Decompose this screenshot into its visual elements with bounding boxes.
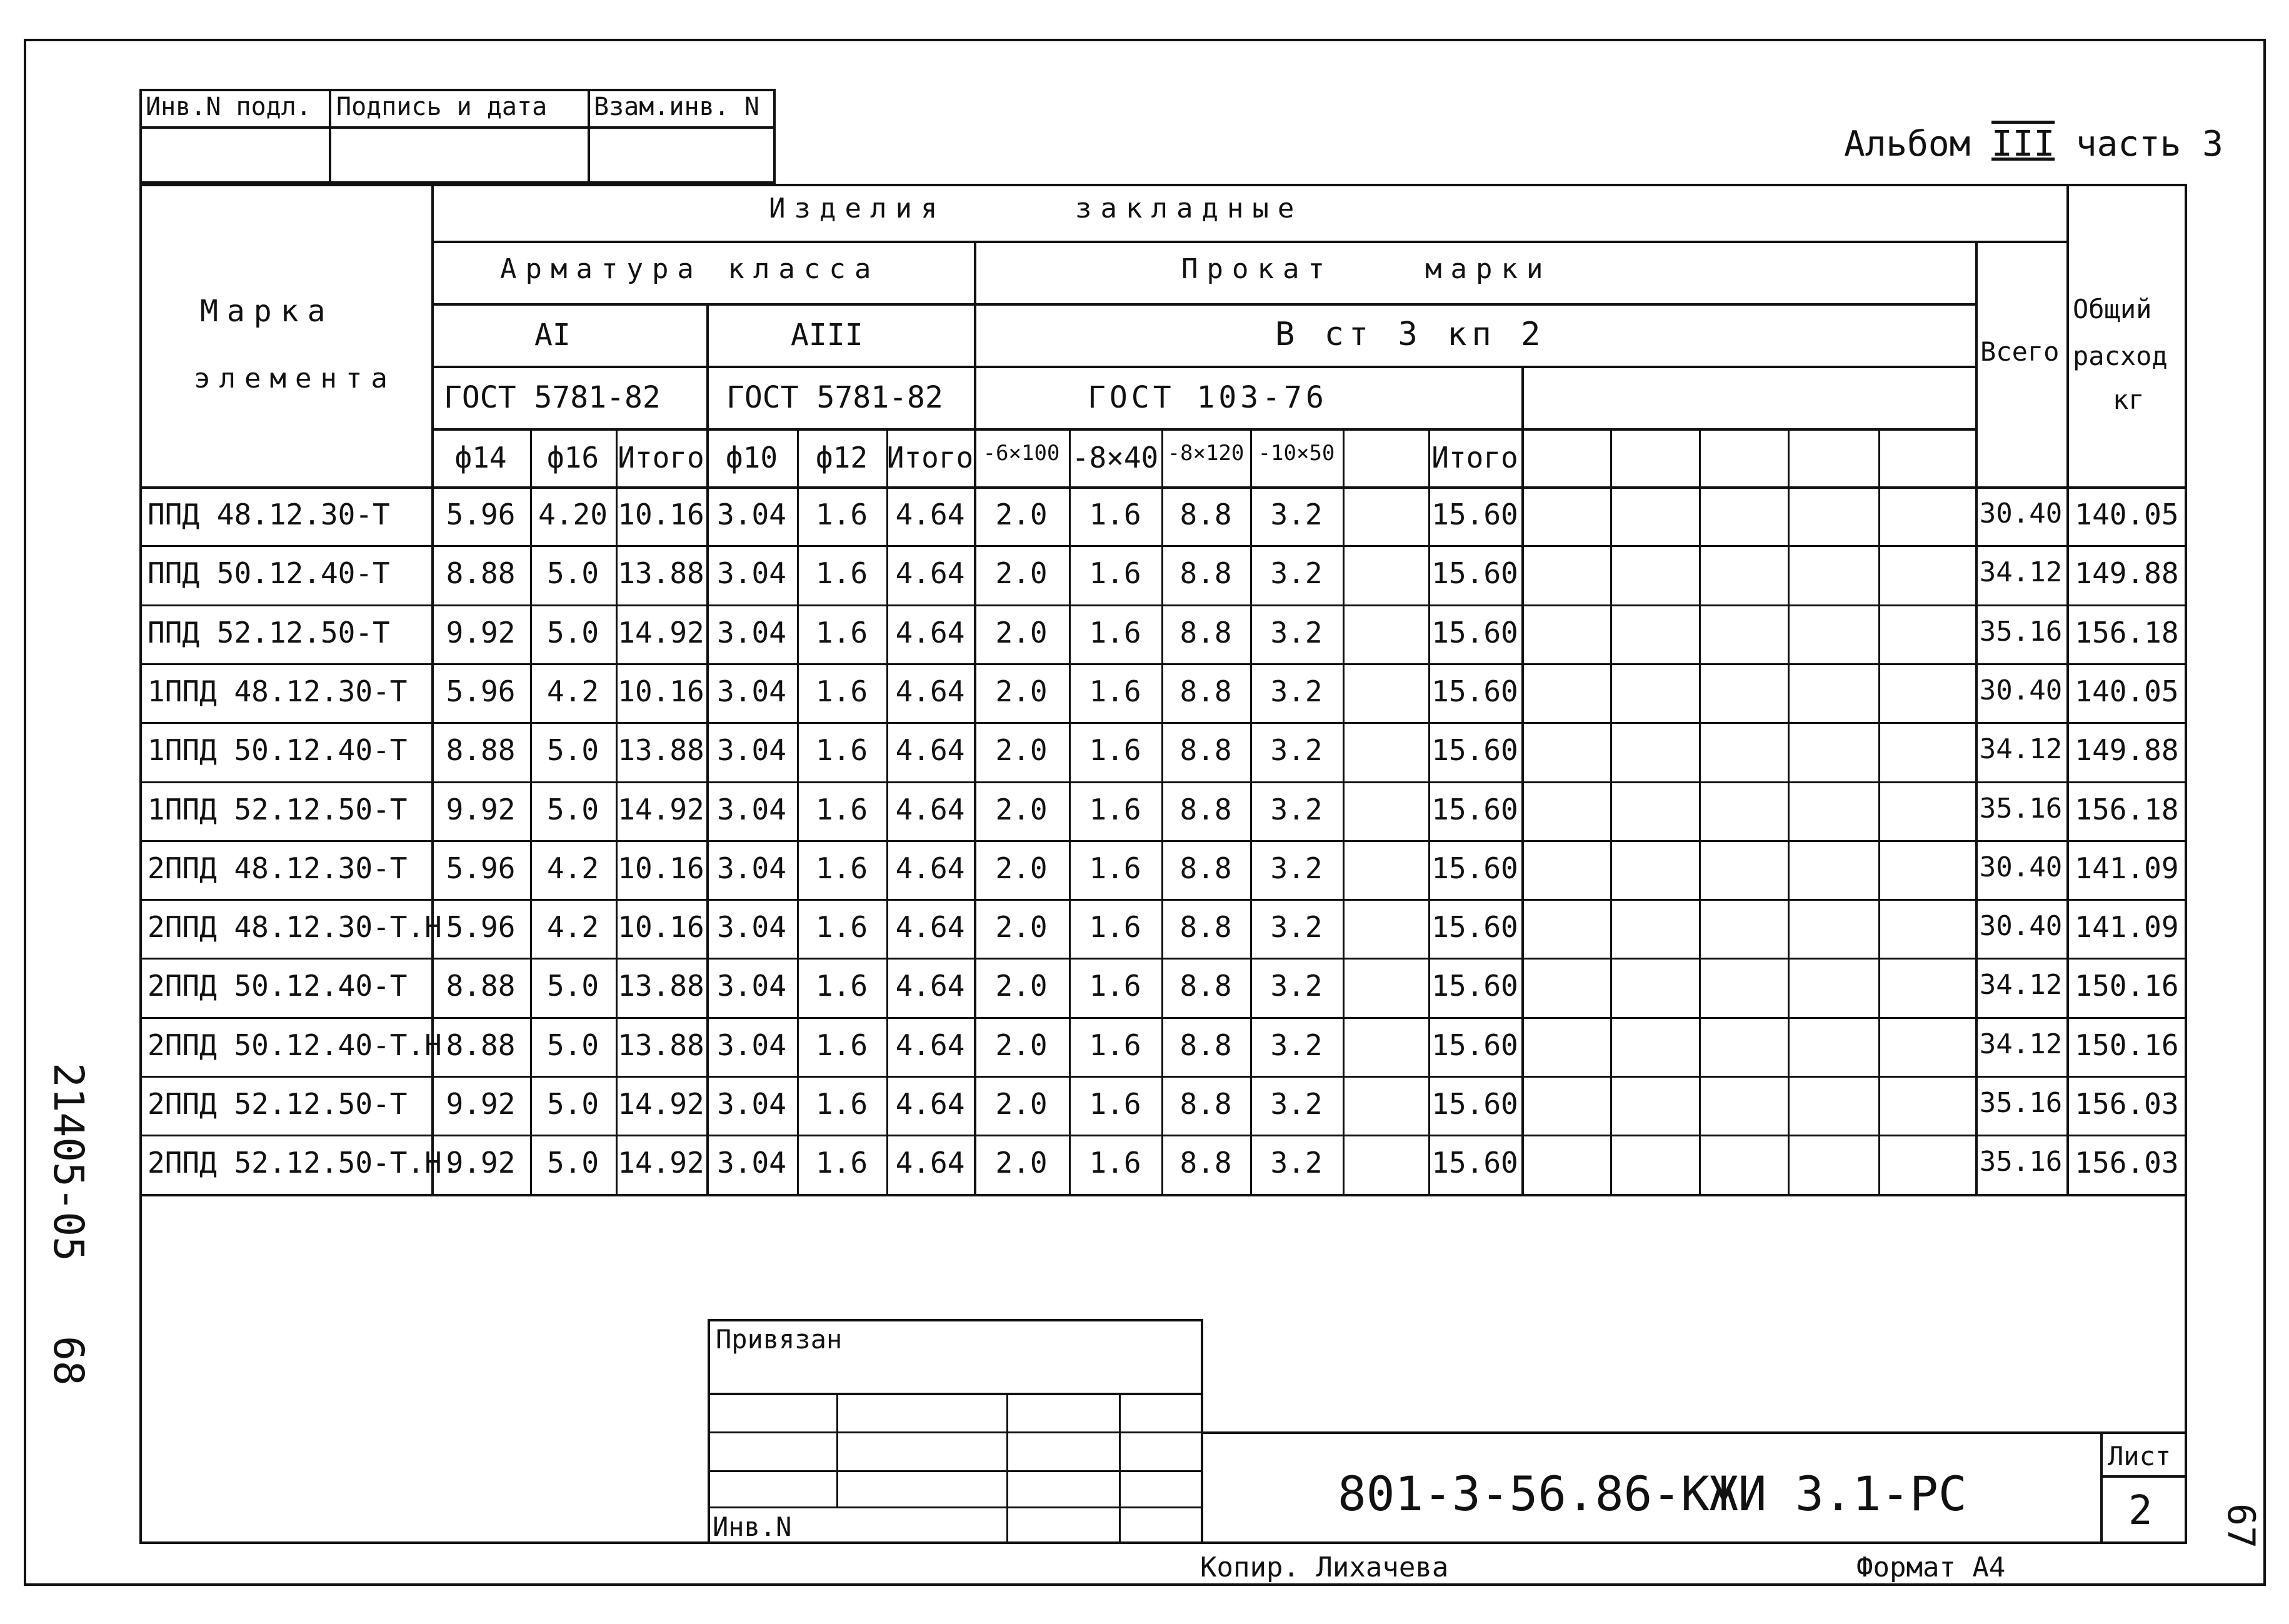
row-total: 34.12 xyxy=(1979,969,2063,1001)
row-cell: 15.60 xyxy=(1431,674,1518,708)
format-label: Формат А4 xyxy=(1856,1551,2006,1583)
column-header-9: -10×50 xyxy=(1258,441,1335,466)
mark-label-1: Марка xyxy=(200,294,334,329)
sheet-number: 2 xyxy=(2128,1488,2153,1534)
album-roman: III xyxy=(1991,124,2055,164)
doc-code: 801-3-56.86-КЖИ 3.1-РС xyxy=(1338,1466,1967,1521)
class-a3: АIII xyxy=(791,318,863,353)
row-cell: 5.0 xyxy=(546,969,599,1003)
row-cell: 5.0 xyxy=(546,556,599,591)
row-total: 30.40 xyxy=(1979,498,2063,529)
row-divider xyxy=(139,1076,2187,1078)
row-cell: 4.64 xyxy=(895,498,965,531)
total-label: Всего xyxy=(1980,336,2060,367)
row-cell: 1.6 xyxy=(815,498,868,531)
row-cell: 4.64 xyxy=(895,1087,965,1121)
row-cell: 1.6 xyxy=(1089,498,1141,531)
row-cell: 2.0 xyxy=(995,1087,1048,1121)
row-cell: 3.2 xyxy=(1270,498,1323,531)
row-mark: 2ППД 50.12.40-Т xyxy=(148,969,408,1003)
row-cell: 15.60 xyxy=(1431,498,1518,531)
row-total: 30.40 xyxy=(1979,910,2063,943)
row-cell: 1.6 xyxy=(1089,1087,1141,1121)
row-common: 149.88 xyxy=(2075,556,2179,591)
row-cell: 9.92 xyxy=(446,1087,516,1121)
row-total: 34.12 xyxy=(1979,556,2063,589)
row-cell: 8.8 xyxy=(1180,498,1232,531)
row-cell: 5.0 xyxy=(546,792,599,826)
row-cell: 8.8 xyxy=(1180,1146,1232,1180)
row-cell: 2.0 xyxy=(995,910,1048,945)
row-cell: 1.6 xyxy=(1089,674,1141,708)
row-cell: 2.0 xyxy=(995,851,1048,885)
row-divider xyxy=(139,1017,2187,1019)
row-cell: 8.88 xyxy=(446,556,516,591)
mark-label-2: элемента xyxy=(194,363,396,394)
row-cell: 4.64 xyxy=(895,1028,965,1062)
row-mark: ППД 52.12.50-Т xyxy=(148,615,390,649)
row-divider xyxy=(139,722,2187,724)
row-cell: 3.2 xyxy=(1270,851,1323,885)
row-cell: 15.60 xyxy=(1431,1087,1518,1121)
row-cell: 4.64 xyxy=(895,851,965,885)
row-cell: 15.60 xyxy=(1431,792,1518,826)
row-cell: 15.60 xyxy=(1431,1146,1518,1180)
row-cell: 5.0 xyxy=(546,1146,599,1180)
row-cell: 3.2 xyxy=(1270,615,1323,649)
row-cell: 13.88 xyxy=(618,969,704,1003)
row-cell: 9.92 xyxy=(446,615,516,649)
row-cell: 3.04 xyxy=(717,792,786,826)
row-cell: 5.96 xyxy=(446,498,516,531)
row-common: 150.16 xyxy=(2075,969,2179,1003)
row-divider xyxy=(139,958,2187,960)
row-cell: 1.6 xyxy=(815,1087,868,1121)
common-label-3: кг xyxy=(2113,384,2145,415)
column-header-6: -6×100 xyxy=(983,441,1060,466)
album-word: Альбом xyxy=(1844,124,1971,164)
side-number: 21405-05 68 xyxy=(44,1063,93,1386)
row-cell: 8.8 xyxy=(1180,792,1232,826)
row-cell: 3.04 xyxy=(717,556,786,591)
row-cell: 4.2 xyxy=(546,851,599,885)
row-cell: 2.0 xyxy=(995,498,1048,531)
row-cell: 3.2 xyxy=(1270,1087,1323,1121)
row-cell: 1.6 xyxy=(1089,556,1141,591)
column-header-2: Итого xyxy=(618,441,704,474)
inv-n-label: Инв.N xyxy=(713,1511,792,1542)
row-cell: 1.6 xyxy=(815,910,868,945)
row-cell: 4.64 xyxy=(895,615,965,649)
row-total: 34.12 xyxy=(1979,1028,2063,1060)
row-cell: 3.2 xyxy=(1270,1028,1323,1062)
row-cell: 13.88 xyxy=(618,1028,704,1062)
row-cell: 8.8 xyxy=(1180,910,1232,945)
row-cell: 3.04 xyxy=(717,615,786,649)
row-cell: 2.0 xyxy=(995,1028,1048,1062)
row-cell: 9.92 xyxy=(446,792,516,826)
row-mark: 1ППД 48.12.30-Т xyxy=(148,674,408,708)
album-part: часть 3 xyxy=(2075,124,2223,164)
column-header-3: ф10 xyxy=(725,441,778,474)
row-cell: 15.60 xyxy=(1431,615,1518,649)
column-header-1: ф16 xyxy=(546,441,599,474)
row-cell: 3.2 xyxy=(1270,674,1323,708)
row-cell: 4.20 xyxy=(538,498,608,531)
row-cell: 1.6 xyxy=(1089,969,1141,1003)
row-cell: 3.04 xyxy=(717,851,786,885)
prokat-label-2: марки xyxy=(1425,253,1552,285)
row-cell: 3.04 xyxy=(717,1087,786,1121)
row-common: 141.09 xyxy=(2075,910,2179,945)
row-cell: 1.6 xyxy=(1089,792,1141,826)
row-divider xyxy=(139,604,2187,606)
column-header-8: -8×120 xyxy=(1167,441,1245,466)
row-cell: 1.6 xyxy=(815,1028,868,1062)
row-cell: 1.6 xyxy=(815,674,868,708)
row-cell: 15.60 xyxy=(1431,851,1518,885)
row-cell: 3.04 xyxy=(717,733,786,768)
row-cell: 8.8 xyxy=(1180,1087,1232,1121)
row-cell: 15.60 xyxy=(1431,556,1518,591)
row-cell: 5.0 xyxy=(546,1087,599,1121)
row-divider xyxy=(139,545,2187,547)
column-header-5: Итого xyxy=(886,441,974,474)
armature-label: Арматура класса xyxy=(500,253,880,285)
row-cell: 3.2 xyxy=(1270,792,1323,826)
row-total: 30.40 xyxy=(1979,674,2063,706)
row-divider xyxy=(139,663,2187,665)
row-cell: 1.6 xyxy=(1089,851,1141,885)
row-cell: 1.6 xyxy=(1089,910,1141,945)
row-cell: 1.6 xyxy=(815,733,868,768)
row-cell: 4.64 xyxy=(895,910,965,945)
row-total: 35.16 xyxy=(1979,615,2063,648)
gost-prokat: ГОСТ 103-76 xyxy=(1088,380,1328,415)
sheet-label: Лист xyxy=(2108,1441,2171,1471)
row-cell: 1.6 xyxy=(815,1146,868,1180)
row-cell: 15.60 xyxy=(1431,1028,1518,1062)
row-cell: 4.64 xyxy=(895,969,965,1003)
row-mark: 2ППД 48.12.30-Т xyxy=(148,851,408,885)
row-cell: 1.6 xyxy=(1089,733,1141,768)
row-mark: 2ППД 52.12.50-Т xyxy=(148,1087,408,1121)
row-cell: 1.6 xyxy=(815,615,868,649)
gost-a3: ГОСТ 5781-82 xyxy=(726,380,943,415)
row-common: 150.16 xyxy=(2075,1028,2179,1062)
row-cell: 3.04 xyxy=(717,1028,786,1062)
prokat-label-1: Прокат xyxy=(1181,253,1333,285)
row-cell: 14.92 xyxy=(618,1146,704,1180)
row-cell: 5.96 xyxy=(446,910,516,945)
row-cell: 3.04 xyxy=(717,1146,786,1180)
row-common: 141.09 xyxy=(2075,851,2179,885)
row-total: 30.40 xyxy=(1979,851,2063,883)
row-common: 140.05 xyxy=(2075,674,2179,708)
row-mark: ППД 50.12.40-Т xyxy=(148,556,390,591)
row-cell: 1.6 xyxy=(1089,615,1141,649)
row-cell: 14.92 xyxy=(618,792,704,826)
row-cell: 14.92 xyxy=(618,615,704,649)
stamp-replace-inv: Взам.инв. N xyxy=(594,93,759,121)
row-cell: 3.2 xyxy=(1270,556,1323,591)
row-common: 156.03 xyxy=(2075,1146,2179,1180)
row-mark: 2ППД 50.12.40-Т.Н xyxy=(148,1028,442,1062)
row-cell: 1.6 xyxy=(1089,1028,1141,1062)
row-cell: 1.6 xyxy=(815,851,868,885)
copied-by: Копир. Лихачева xyxy=(1200,1551,1449,1583)
row-cell: 8.8 xyxy=(1180,969,1232,1003)
row-cell: 10.16 xyxy=(618,674,704,708)
row-cell: 4.64 xyxy=(895,674,965,708)
row-mark: 1ППД 50.12.40-Т xyxy=(148,733,408,768)
common-label-2: расход xyxy=(2073,341,2168,371)
row-cell: 10.16 xyxy=(618,851,704,885)
row-cell: 2.0 xyxy=(995,615,1048,649)
row-cell: 3.04 xyxy=(717,498,786,531)
row-common: 156.18 xyxy=(2075,615,2179,649)
album-label xyxy=(1844,124,2223,164)
row-mark: ППД 48.12.30-Т xyxy=(148,498,390,531)
row-cell: 15.60 xyxy=(1431,969,1518,1003)
row-cell: 9.92 xyxy=(446,1146,516,1180)
row-common: 156.18 xyxy=(2075,792,2179,826)
row-total: 35.16 xyxy=(1979,792,2063,825)
row-cell: 14.92 xyxy=(618,1087,704,1121)
row-total: 35.16 xyxy=(1979,1146,2063,1178)
row-cell: 2.0 xyxy=(995,733,1048,768)
row-cell: 5.0 xyxy=(546,615,599,649)
row-cell: 1.6 xyxy=(815,792,868,826)
row-cell: 4.64 xyxy=(895,792,965,826)
row-cell: 8.88 xyxy=(446,1028,516,1062)
stamp-signature-date: Подпись и дата xyxy=(336,93,548,121)
row-cell: 8.8 xyxy=(1180,733,1232,768)
row-divider xyxy=(139,840,2187,842)
row-cell: 10.16 xyxy=(618,910,704,945)
table-title-left: Изделия xyxy=(769,193,946,224)
row-cell: 4.2 xyxy=(546,674,599,708)
row-cell: 15.60 xyxy=(1431,910,1518,945)
row-cell: 3.04 xyxy=(717,969,786,1003)
row-cell: 13.88 xyxy=(618,556,704,591)
row-cell: 2.0 xyxy=(995,1146,1048,1180)
row-cell: 8.8 xyxy=(1180,851,1232,885)
row-mark: 2ППД 52.12.50-Т.Н. xyxy=(148,1146,459,1180)
row-cell: 4.2 xyxy=(546,910,599,945)
row-common: 149.88 xyxy=(2075,733,2179,768)
row-cell: 1.6 xyxy=(815,969,868,1003)
row-cell: 4.64 xyxy=(895,1146,965,1180)
row-cell: 4.64 xyxy=(895,556,965,591)
row-cell: 1.6 xyxy=(1089,1146,1141,1180)
row-divider xyxy=(139,899,2187,901)
row-divider xyxy=(139,1135,2187,1136)
row-cell: 8.88 xyxy=(446,733,516,768)
row-cell: 8.8 xyxy=(1180,615,1232,649)
column-header-4: ф12 xyxy=(815,441,868,474)
row-cell: 8.8 xyxy=(1180,1028,1232,1062)
row-cell: 8.8 xyxy=(1180,674,1232,708)
row-cell: 5.96 xyxy=(446,674,516,708)
class-a1: АI xyxy=(534,318,571,353)
row-cell: 3.2 xyxy=(1270,733,1323,768)
row-cell: 13.88 xyxy=(618,733,704,768)
row-cell: 8.8 xyxy=(1180,556,1232,591)
column-header-7: -8×40 xyxy=(1071,441,1159,474)
row-cell: 3.2 xyxy=(1270,1146,1323,1180)
row-cell: 5.0 xyxy=(546,1028,599,1062)
row-total: 35.16 xyxy=(1979,1087,2063,1119)
row-divider xyxy=(139,781,2187,783)
row-mark: 1ППД 52.12.50-Т xyxy=(148,792,408,826)
row-common: 140.05 xyxy=(2075,498,2179,531)
row-cell: 15.60 xyxy=(1431,733,1518,768)
row-cell: 1.6 xyxy=(815,556,868,591)
row-cell: 2.0 xyxy=(995,792,1048,826)
page-corner-number: 67 xyxy=(2219,1503,2263,1549)
row-cell: 3.04 xyxy=(717,674,786,708)
row-common: 156.03 xyxy=(2075,1087,2179,1121)
common-label-1: Общий xyxy=(2073,294,2152,324)
table-title-right: закладные xyxy=(1075,193,1303,224)
steel-grade: В ст 3 кп 2 xyxy=(1275,316,1546,353)
row-cell: 10.16 xyxy=(618,498,704,531)
row-total: 34.12 xyxy=(1979,733,2063,766)
row-cell: 5.0 xyxy=(546,733,599,768)
row-cell: 3.2 xyxy=(1270,910,1323,945)
privyazan-label: Привязан xyxy=(716,1324,843,1355)
row-cell: 8.88 xyxy=(446,969,516,1003)
row-cell: 2.0 xyxy=(995,969,1048,1003)
column-header-11: Итого xyxy=(1431,441,1518,474)
column-header-0: ф14 xyxy=(454,441,507,474)
row-cell: 2.0 xyxy=(995,674,1048,708)
row-cell: 3.04 xyxy=(717,910,786,945)
row-cell: 5.96 xyxy=(446,851,516,885)
row-cell: 4.64 xyxy=(895,733,965,768)
row-mark: 2ППД 48.12.30-Т.Н xyxy=(148,910,442,945)
stamp-inv-orig: Инв.N подл. xyxy=(146,93,311,121)
row-cell: 3.2 xyxy=(1270,969,1323,1003)
row-cell: 2.0 xyxy=(995,556,1048,591)
gost-a1: ГОСТ 5781-82 xyxy=(444,380,661,415)
